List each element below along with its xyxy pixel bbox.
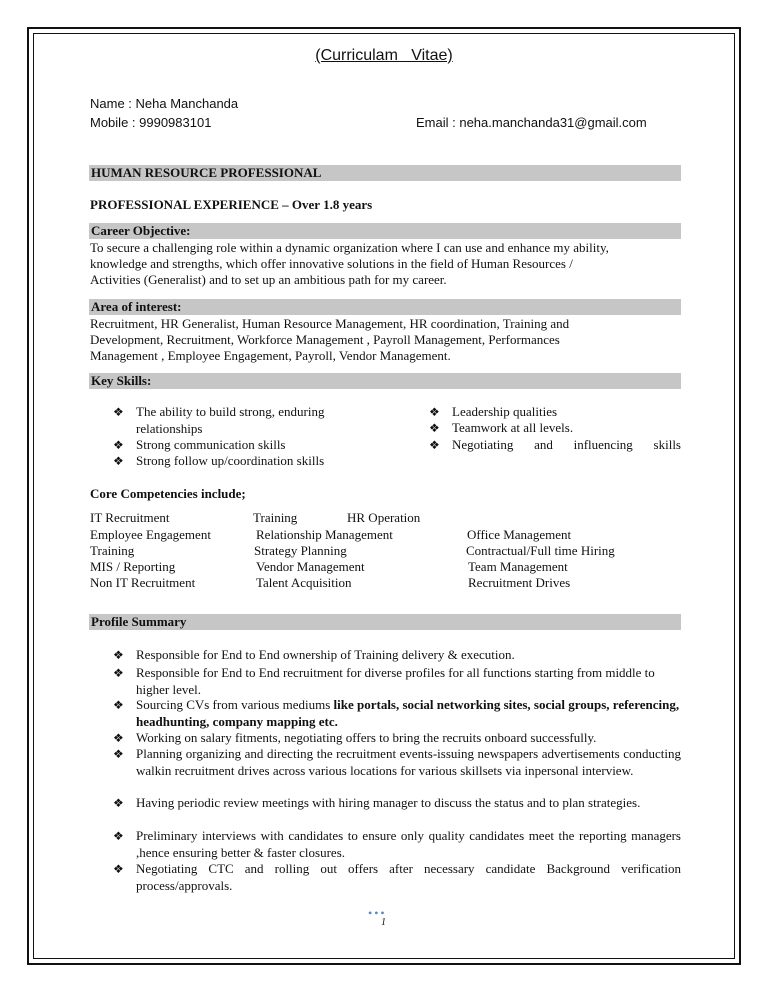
diamond-bullet-icon: ❖ bbox=[113, 747, 124, 761]
competency-item: Training bbox=[90, 543, 135, 558]
competency-item: IT Recruitment bbox=[90, 510, 170, 525]
experience-heading: PROFESSIONAL EXPERIENCE – Over 1.8 years bbox=[90, 197, 373, 212]
skill-list-item: ❖ The ability to build strong, enduring relationships bbox=[113, 404, 325, 436]
career-objective-text bbox=[90, 240, 680, 288]
competency-item: MIS / Reporting bbox=[90, 559, 176, 574]
core-competencies-heading: Core Competencies include; bbox=[90, 486, 246, 501]
skill-list-item: ❖ Strong follow up/coordination skills bbox=[113, 453, 325, 468]
competency-item: Strategy Planning bbox=[254, 543, 347, 558]
career-objective-line: knowledge and strengths, which offer innovative solutions in the field of Human Resources / bbox=[90, 256, 573, 271]
area-of-interest-text bbox=[90, 316, 680, 364]
key-skills-heading: Key Skills: bbox=[91, 373, 152, 388]
competency-item: Non IT Recruitment bbox=[90, 575, 196, 590]
summary-list-item: ❖ Having periodic review meetings with hiring manager to discuss the status and to plan strategies. bbox=[113, 795, 641, 810]
diamond-bullet-icon: ❖ bbox=[113, 731, 124, 745]
skill-list-item: ❖ Negotiating and influencing skills bbox=[429, 437, 681, 452]
diamond-bullet-icon: ❖ bbox=[113, 796, 124, 810]
diamond-bullet-icon: ❖ bbox=[429, 438, 440, 452]
skill-list-item: ❖ Teamwork at all levels. bbox=[429, 420, 574, 435]
competency-item: Contractual/Full time Hiring bbox=[466, 543, 615, 558]
skill-list-item: ❖ Leadership qualities bbox=[429, 404, 558, 419]
diamond-bullet-icon: ❖ bbox=[113, 862, 124, 876]
competency-item: Relationship Management bbox=[256, 527, 393, 542]
mobile-line: Mobile : 9990983101 bbox=[90, 115, 212, 130]
competency-item: Employee Engagement bbox=[90, 527, 211, 542]
area-of-interest-line: Development, Recruitment, Workforce Management , Payroll Management, Performances bbox=[90, 332, 560, 347]
area-of-interest-line: Recruitment, HR Generalist, Human Resource Management, HR coordination, Training and bbox=[90, 316, 570, 331]
competency-item: Training bbox=[253, 510, 298, 525]
summary-list-item: ❖ Sourcing CVs from various mediums like portals, social networking sites, social groups, referencing, headhunting, company mapping etc. bbox=[113, 697, 680, 729]
area-of-interest-bar bbox=[89, 299, 681, 315]
competency-item: Vendor Management bbox=[256, 559, 365, 574]
diamond-bullet-icon: ❖ bbox=[113, 829, 124, 843]
diamond-bullet-icon: ❖ bbox=[429, 405, 440, 419]
name-line: Name : Neha Manchanda bbox=[90, 96, 239, 111]
diamond-bullet-icon: ❖ bbox=[113, 405, 124, 419]
page-dots-icon: ••• bbox=[368, 906, 387, 920]
competency-item: Recruitment Drives bbox=[468, 575, 571, 590]
competency-item: Office Management bbox=[467, 527, 572, 542]
summary-list-item: ❖ Negotiating CTC and rolling out offers after necessary candidate Background verification process/approvals. bbox=[113, 861, 681, 893]
summary-list-item: ❖ Responsible for End to End ownership of Training delivery & execution. bbox=[113, 647, 515, 662]
diamond-bullet-icon: ❖ bbox=[113, 648, 124, 662]
diamond-bullet-icon: ❖ bbox=[113, 454, 124, 468]
area-of-interest-line: Management , Employee Engagement, Payroll, Vendor Management. bbox=[90, 348, 451, 363]
area-of-interest-heading: Area of interest: bbox=[91, 299, 182, 314]
email-line: Email : neha.manchanda31@gmail.com bbox=[416, 115, 647, 130]
diamond-bullet-icon: ❖ bbox=[113, 438, 124, 452]
career-objective-heading: Career Objective: bbox=[91, 223, 191, 238]
hr-heading-bar bbox=[89, 165, 681, 181]
summary-list-item: ❖ Responsible for End to End recruitment for diverse profiles for all functions starting from middle to higher level. bbox=[113, 665, 655, 697]
career-objective-bar bbox=[89, 223, 681, 239]
diamond-bullet-icon: ❖ bbox=[113, 666, 124, 680]
competency-item: HR Operation bbox=[347, 510, 421, 525]
summary-list-item: ❖ Preliminary interviews with candidates to ensure only quality candidates meet the reporting managers ,hence ensuring better & faster closures. bbox=[113, 828, 681, 860]
profile-summary-bar bbox=[89, 614, 681, 630]
summary-list-item: ❖ Planning organizing and directing the recruitment events-issuing newspapers advertisements conducting walkin recruitment drives across various locations for various skillsets via inpersonal interview. bbox=[113, 746, 681, 778]
career-objective-line: To secure a challenging role within a dynamic organization where I can use and enhance my ability, bbox=[90, 240, 609, 255]
profile-summary-heading: Profile Summary bbox=[91, 614, 187, 629]
competency-item: Talent Acquisition bbox=[256, 575, 352, 590]
diamond-bullet-icon: ❖ bbox=[429, 421, 440, 435]
document-title: (Curriculam Vitae) bbox=[315, 47, 453, 64]
career-objective-line: Activities (Generalist) and to set up an ambitious path for my career. bbox=[90, 272, 447, 287]
hr-heading: HUMAN RESOURCE PROFESSIONAL bbox=[91, 165, 322, 180]
skill-list-item: ❖ Strong communication skills bbox=[113, 437, 286, 452]
diamond-bullet-icon: ❖ bbox=[113, 698, 124, 712]
summary-list-item: ❖ Working on salary fitments, negotiating offers to bring the recruits onboard successfully. bbox=[113, 730, 597, 745]
page-number: 1 bbox=[381, 917, 386, 928]
key-skills-bar bbox=[89, 373, 681, 389]
competency-item: Team Management bbox=[468, 559, 568, 574]
